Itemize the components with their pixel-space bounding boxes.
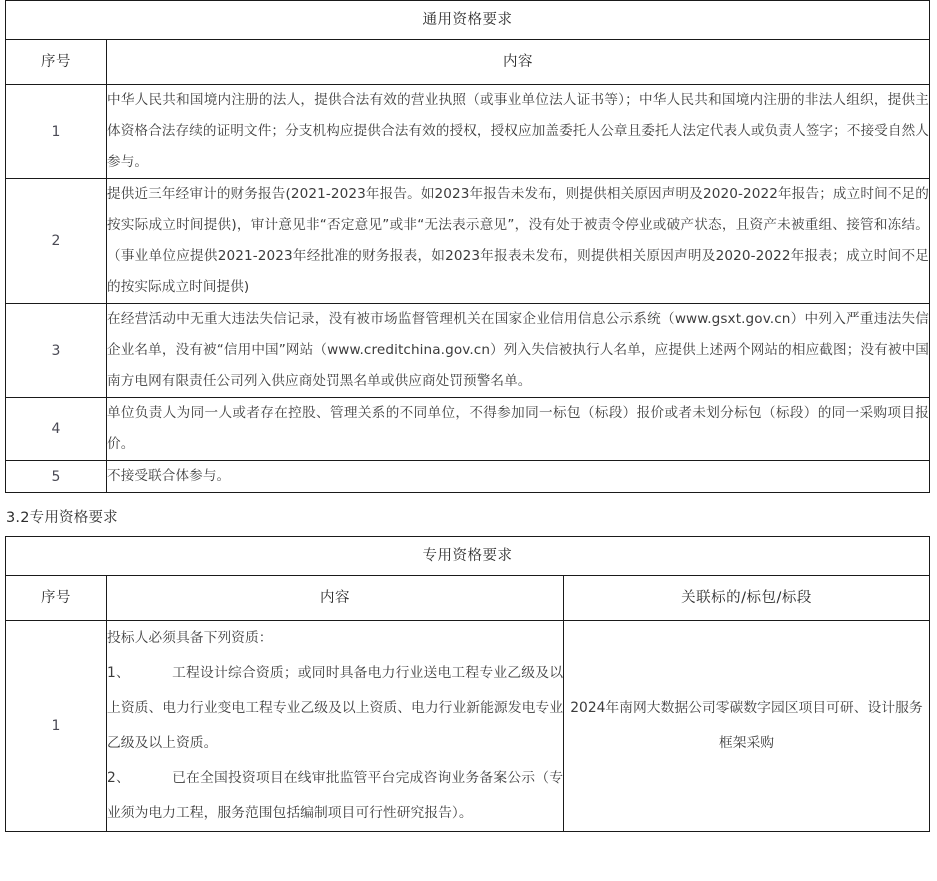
special-qualification-table-wrapper [0,536,937,832]
special-table-title: 专用资格要求 [6,537,930,576]
special-qualification-table [5,536,930,832]
table-header-row [6,40,930,85]
table-title-row [6,1,930,40]
content-item-2-number: 2、 [107,770,130,786]
content-item-2-text: 已在全国投资项目在线审批监管平台完成咨询业务备案公示（专业须为电力工程，服务范围包括编制项目可行性研究报告）。 [107,770,564,821]
general-qualification-table [5,0,930,493]
column-header-lot: 关联标的/标包/标段 [564,576,930,621]
column-header-index: 序号 [6,40,107,85]
table-title-row [6,537,930,576]
row-lot: 2024年南网大数据公司零碳数字园区项目可研、设计服务框架采购 [564,621,930,832]
row-content: 在经营活动中无重大违法失信记录，没有被市场监督管理机关在国家企业信用信息公示系统（www.gsxt.gov.cn）中列入严重违法失信企业名单，没有被“信用中国”网站（www.creditchina.gov.cn）列入失信被执行人名单，应提供上述两个网站的相应截图；没有被中国南方电网有限责任公司列入供应商处罚黑名单或供应商处罚预警名单。 [107,304,930,398]
table-row [6,461,930,493]
column-header-index: 序号 [6,576,107,621]
row-content: 中华人民共和国境内注册的法人，提供合法有效的营业执照（或事业单位法人证书等）；中华人民共和国境内注册的非法人组织，提供主体资格合法存续的证明文件；分支机构应提供合法有效的授权，授权应加盖委托人公章且委托人法定代表人或负责人签字；不接受自然人参与。 [107,85,930,179]
row-content: 单位负责人为同一人或者存在控股、管理关系的不同单位，不得参加同一标包（标段）报价或者未划分标包（标段）的同一采购项目报价。 [107,398,930,461]
row-index: 1 [6,85,107,179]
column-header-content: 内容 [107,576,564,621]
general-table-title: 通用资格要求 [6,1,930,40]
row-index: 2 [6,179,107,304]
content-item-1 [107,656,563,761]
content-lead: 投标人必须具备下列资质： [107,630,273,646]
table-row [6,304,930,398]
content-item-1-text: 工程设计综合资质；或同时具备电力行业送电工程专业乙级及以上资质、电力行业变电工程专业乙级及以上资质、电力行业新能源发电专业乙级及以上资质。 [107,665,564,751]
row-index: 1 [6,621,107,832]
row-content: 不接受联合体参与。 [107,461,930,493]
table-row [6,398,930,461]
row-index: 5 [6,461,107,493]
table-row [6,179,930,304]
content-item-1-number: 1、 [107,665,130,681]
row-index: 4 [6,398,107,461]
table-row [6,85,930,179]
section-heading-special-qualification: 3.2专用资格要求 [6,510,118,526]
column-header-content: 内容 [107,40,930,85]
table-header-row [6,576,930,621]
table-row [6,621,930,832]
row-content [107,621,564,832]
row-content: 提供近三年经审计的财务报告(2021-2023年报告。如2023年报告未发布，则提供相关原因声明及2020-2022年报告；成立时间不足的按实际成立时间提供)，审计意见非“否定意见”或非“无法表示意见”，没有处于被责令停业或破产状态，且资产未被重组、接管和冻结。（事业单位应提供2021-2023年经批准的财务报表，如2023年报表未发布，则提供相关原因声明及2020-2022年报表；成立时间不足的按实际成立时间提供) [107,179,930,304]
row-index: 3 [6,304,107,398]
content-item-2 [107,761,563,831]
